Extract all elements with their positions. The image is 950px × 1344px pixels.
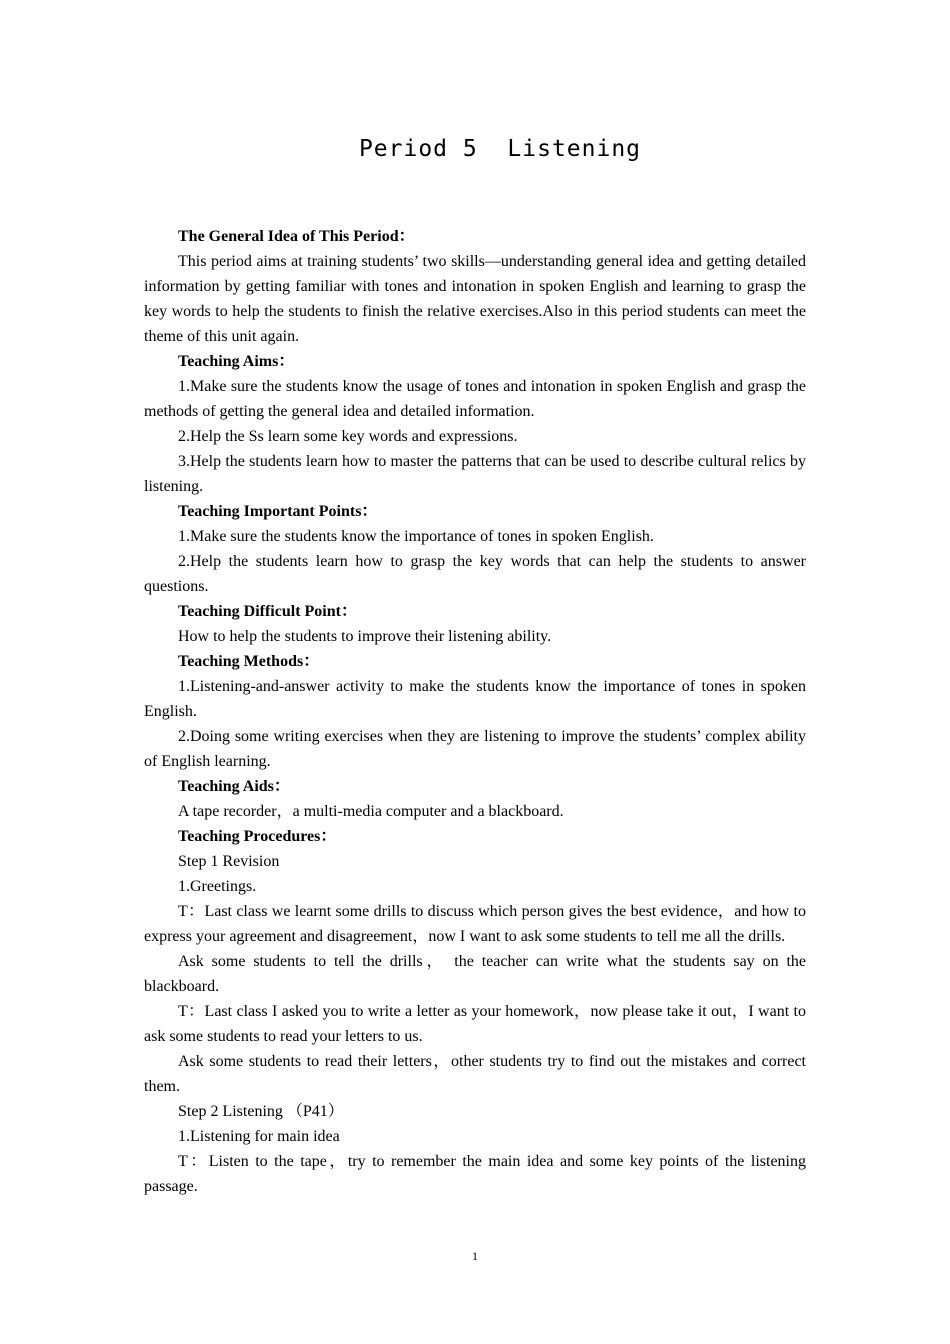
section-heading-teaching-aims: Teaching Aims：	[178, 353, 295, 370]
section-heading-procedures: Teaching Procedures：	[178, 828, 337, 845]
section-heading-methods: Teaching Methods：	[178, 653, 320, 670]
paragraph: Step 2 Listening （P41）	[178, 1103, 344, 1120]
paragraph: 1.Make sure the students know the usage of tones and intonation in spoken English and grasp the methods of getting the general idea and detailed information.	[144, 378, 806, 420]
paragraph: Ask some students to tell the drills， the teacher can write what the students say on the blackboard.	[144, 953, 806, 995]
paragraph: 2.Doing some writing exercises when they are listening to improve the students’ complex ability of English learning.	[144, 728, 806, 770]
section-heading-aids: Teaching Aids：	[178, 778, 290, 795]
page-number: 1	[472, 1249, 478, 1263]
paragraph: 1.Listening-and-answer activity to make the students know the importance of tones in spoken English.	[144, 678, 806, 720]
document-body	[144, 224, 806, 1199]
paragraph: How to help the students to improve their listening ability.	[178, 628, 552, 645]
paragraph: This period aims at training students’ two skills—understanding general idea and getting detailed information by getting familiar with tones and intonation in spoken English and learning to grasp the key words to help the students to finish the relative exercises.Also in this period students can meet the theme of this unit again.	[144, 253, 806, 345]
paragraph: 1.Make sure the students know the importance of tones in spoken English.	[178, 528, 654, 545]
paragraph: T：Listen to the tape，try to remember the main idea and some key points of the listening passage.	[144, 1153, 806, 1195]
paragraph: A tape recorder，a multi-media computer and a blackboard.	[178, 803, 564, 820]
paragraph: Ask some students to read their letters，other students try to find out the mistakes and correct them.	[144, 1053, 806, 1095]
paragraph: 1.Listening for main idea	[178, 1128, 340, 1145]
section-heading-important-points: Teaching Important Points：	[178, 503, 378, 520]
paragraph: 1.Greetings.	[178, 878, 257, 895]
paragraph: T：Last class we learnt some drills to discuss which person gives the best evidence，and how to express your agreement and disagreement，now I want to ask some students to tell me all the drills.	[144, 903, 807, 945]
paragraph: Step 1 Revision	[178, 853, 280, 870]
section-heading-difficult-point: Teaching Difficult Point：	[178, 603, 357, 620]
page-title: Period 5 Listening	[358, 136, 642, 162]
paragraph: 2.Help the students learn how to grasp the key words that can help the students to answer questions.	[144, 553, 806, 595]
section-heading-general-idea: The General Idea of This Period：	[178, 228, 415, 245]
paragraph: 3.Help the students learn how to master the patterns that can be used to describe cultural relics by listening.	[144, 453, 806, 495]
paragraph: T：Last class I asked you to write a letter as your homework，now please take it out，I want to ask some students to read your letters to us.	[144, 1003, 806, 1045]
paragraph: 2.Help the Ss learn some key words and expressions.	[178, 428, 518, 445]
